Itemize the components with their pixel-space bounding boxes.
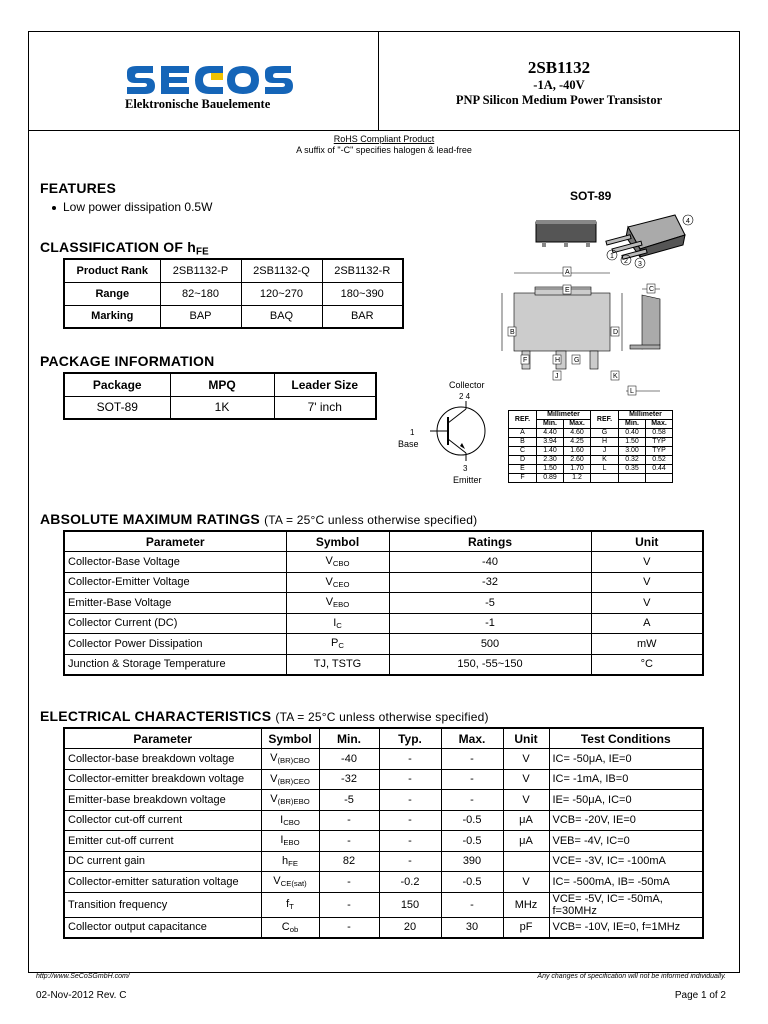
table-cell: -	[319, 810, 379, 831]
table-cell: 0.52	[646, 456, 673, 465]
table-cell: Junction & Storage Temperature	[64, 654, 286, 675]
column-header: Parameter	[64, 728, 261, 749]
column-header: Min.	[537, 420, 564, 429]
table-cell: BAR	[322, 305, 403, 328]
table-row	[64, 593, 703, 614]
table-cell: 180~390	[322, 282, 403, 305]
header	[29, 32, 739, 131]
table-cell: -	[441, 749, 503, 770]
table-cell: Collector-emitter saturation voltage	[64, 872, 261, 893]
table-cell: 82~180	[160, 282, 241, 305]
base-label: Base	[398, 439, 419, 449]
emitter-pin-label: 3	[463, 464, 468, 473]
package-3d-view	[606, 215, 693, 268]
table-cell: 1.60	[564, 447, 591, 456]
part-title-block	[379, 58, 739, 108]
table-cell: SOT-89	[64, 396, 170, 419]
svg-text:B: B	[510, 329, 515, 336]
table-cell: -	[441, 892, 503, 917]
column-header: Millimeter	[537, 411, 591, 420]
column-header: Max.	[564, 420, 591, 429]
symbol-cell: $V_{CE(sat)}$	[261, 872, 319, 893]
table-cell: Collector-emitter breakdown voltage	[64, 769, 261, 790]
pin-label: 4	[686, 218, 690, 225]
table-cell: V	[503, 790, 549, 811]
table-cell: -5	[389, 593, 591, 614]
table-cell: 0.35	[619, 465, 646, 474]
table-cell: 2SB1132-P	[160, 259, 241, 282]
table-cell: 4.25	[564, 438, 591, 447]
package-profile-view	[626, 289, 660, 391]
table-cell: BAP	[160, 305, 241, 328]
table-cell: V	[503, 769, 549, 790]
table-cell: 390	[441, 851, 503, 872]
table-cell: V	[503, 749, 549, 770]
table-cell: IC= -1mA, IB=0	[549, 769, 703, 790]
svg-text:K: K	[613, 373, 618, 380]
package-drawing-title: SOT-89	[570, 189, 612, 203]
table-cell: IC= -500mA, IB= -50mA	[549, 872, 703, 893]
table-cell: 2.60	[564, 456, 591, 465]
table-cell: 500	[389, 634, 591, 655]
table-row	[64, 851, 703, 872]
table-cell: A	[509, 429, 537, 438]
table-cell: -	[441, 790, 503, 811]
table-row	[64, 769, 703, 790]
table-cell: 0.44	[646, 465, 673, 474]
emitter-label: Emitter	[453, 475, 482, 485]
classification-heading: CLASSIFICATION OF $h_{FE}$	[40, 239, 209, 258]
table-row	[64, 831, 703, 852]
table-row	[64, 373, 376, 396]
table-cell: -	[319, 917, 379, 938]
table-cell: B	[509, 438, 537, 447]
table-cell: BAQ	[241, 305, 322, 328]
table-cell: 7' inch	[274, 396, 376, 419]
symbol-cell: $I_C$	[286, 613, 389, 634]
table-cell: °C	[591, 654, 703, 675]
table-row	[64, 654, 703, 675]
svg-text:H: H	[555, 357, 561, 364]
table-cell: 1.50	[537, 465, 564, 474]
rohs-line-2: A suffix of "-C" specifies halogen & lead-free	[296, 145, 472, 155]
abs-max-heading: ABSOLUTE MAXIMUM RATINGS (TA = 25°C unless otherwise specified)	[40, 511, 478, 527]
table-cell: 0.89	[537, 474, 564, 483]
table-cell: 2SB1132-Q	[241, 259, 322, 282]
table-row	[64, 613, 703, 634]
symbol-cell: $V_{CBO}$	[286, 552, 389, 573]
table-row	[64, 749, 703, 770]
symbol-cell: $h_{FE}$	[261, 851, 319, 872]
svg-text:A: A	[565, 269, 570, 276]
rohs-line-1: RoHS Compliant Product	[333, 134, 435, 144]
table-cell: -5	[319, 790, 379, 811]
table-cell: 20	[379, 917, 441, 938]
column-header: Unit	[591, 531, 703, 552]
table-row	[509, 438, 673, 447]
table-row	[509, 447, 673, 456]
table-cell: -	[379, 851, 441, 872]
table-cell: 4.60	[564, 429, 591, 438]
table-cell: IC= -50μA, IE=0	[549, 749, 703, 770]
column-header: Typ.	[379, 728, 441, 749]
table-cell	[591, 474, 619, 483]
table-cell: V	[503, 872, 549, 893]
table-cell: 150, -55~150	[389, 654, 591, 675]
symbol-cell: $C_{ob}$	[261, 917, 319, 938]
footer-url[interactable]: http://www.SeCoSGmbH.com/	[36, 973, 130, 980]
table-cell: H	[591, 438, 619, 447]
symbol-cell: $V_{(BR)CBO}$	[261, 749, 319, 770]
table-cell: J	[591, 447, 619, 456]
table-cell: V	[591, 593, 703, 614]
table-row	[64, 917, 703, 938]
table-cell: K	[591, 456, 619, 465]
pin-label: 2	[624, 258, 628, 265]
column-header: Symbol	[261, 728, 319, 749]
svg-text:G: G	[574, 357, 580, 364]
table-cell	[619, 474, 646, 483]
symbol-cell: $I_{CBO}$	[261, 810, 319, 831]
column-header: Max.	[646, 420, 673, 429]
table-row	[64, 259, 403, 282]
bullet-icon	[52, 206, 56, 210]
table-cell: 1.50	[619, 438, 646, 447]
part-number: 2SB1132	[527, 58, 591, 77]
table-cell: 0.32	[619, 456, 646, 465]
table-cell: A	[591, 613, 703, 634]
table-cell: TYP	[646, 438, 673, 447]
column-header: MPQ	[170, 373, 274, 396]
table-cell: L	[591, 465, 619, 474]
table-cell: -	[379, 810, 441, 831]
part-rating: -1A, -40V	[533, 78, 585, 92]
table-cell: 3.94	[537, 438, 564, 447]
table-cell: VCE= -5V, IC= -50mA, f=30MHz	[549, 892, 703, 917]
row-label: Product Rank	[64, 259, 160, 282]
table-cell: Emitter-Base Voltage	[64, 593, 286, 614]
base-pin-label: 1	[410, 428, 415, 437]
table-row	[64, 872, 703, 893]
pin-label: 1	[610, 253, 614, 260]
table-cell: V	[591, 552, 703, 573]
column-header: Min.	[619, 420, 646, 429]
table-cell: 1K	[170, 396, 274, 419]
table-cell: -	[379, 790, 441, 811]
table-cell: Collector cut-off current	[64, 810, 261, 831]
table-cell: DC current gain	[64, 851, 261, 872]
table-cell: IE= -50μA, IC=0	[549, 790, 703, 811]
table-cell: -	[319, 892, 379, 917]
column-header: REF.	[591, 411, 619, 429]
table-cell: μA	[503, 831, 549, 852]
table-cell: -40	[319, 749, 379, 770]
feature-item	[52, 200, 212, 214]
svg-text:F: F	[523, 357, 528, 364]
symbol-cell: $V_{(BR)CEO}$	[261, 769, 319, 790]
row-label: Marking	[64, 305, 160, 328]
table-cell: -	[379, 749, 441, 770]
table-cell: C	[509, 447, 537, 456]
column-header: Min.	[319, 728, 379, 749]
svg-text:C: C	[649, 286, 655, 293]
package-info-heading: PACKAGE INFORMATION	[40, 353, 215, 369]
symbol-cell: $I_{EBO}$	[261, 831, 319, 852]
table-cell: -0.5	[441, 810, 503, 831]
column-header: Unit	[503, 728, 549, 749]
abs-max-condition: (TA = 25°C unless otherwise specified)	[264, 513, 478, 527]
electrical-condition: (TA = 25°C unless otherwise specified)	[275, 710, 489, 724]
feature-text: Low power dissipation 0.5W	[63, 200, 213, 214]
table-cell: -	[441, 769, 503, 790]
table-row	[64, 810, 703, 831]
table-row	[64, 572, 703, 593]
table-cell: Emitter cut-off current	[64, 831, 261, 852]
column-header: Leader Size	[274, 373, 376, 396]
table-cell: MHz	[503, 892, 549, 917]
table-cell: mW	[591, 634, 703, 655]
table-row	[509, 411, 673, 420]
table-cell: -0.2	[379, 872, 441, 893]
table-cell: 30	[441, 917, 503, 938]
table-cell: -	[379, 769, 441, 790]
table-cell: 150	[379, 892, 441, 917]
table-cell: 1.70	[564, 465, 591, 474]
table-cell: 2SB1132-R	[322, 259, 403, 282]
column-header: REF.	[509, 411, 537, 429]
table-cell: Transition frequency	[64, 892, 261, 917]
table-cell: 4.40	[537, 429, 564, 438]
table-cell: 0.58	[646, 429, 673, 438]
table-cell: 82	[319, 851, 379, 872]
column-header: Package	[64, 373, 170, 396]
table-cell: G	[591, 429, 619, 438]
collector-label: Collector	[449, 380, 485, 390]
symbol-cell: $V_{EBO}$	[286, 593, 389, 614]
table-cell: μA	[503, 810, 549, 831]
pin-label: 3	[638, 261, 642, 268]
table-cell: -	[319, 831, 379, 852]
footer-date: 02-Nov-2012 Rev. C	[36, 990, 127, 1001]
table-row	[64, 552, 703, 573]
table-row	[64, 282, 403, 305]
column-header: Test Conditions	[549, 728, 703, 749]
column-header: Parameter	[64, 531, 286, 552]
table-cell: Collector-Base Voltage	[64, 552, 286, 573]
table-cell: Collector-Emitter Voltage	[64, 572, 286, 593]
table-cell: 1.2	[564, 474, 591, 483]
table-cell: Collector output capacitance	[64, 917, 261, 938]
table-cell: -1	[389, 613, 591, 634]
table-row	[64, 634, 703, 655]
collector-pin-label: 2 4	[459, 392, 471, 401]
table-cell: 3.00	[619, 447, 646, 456]
table-cell: VEB= -4V, IC=0	[549, 831, 703, 852]
table-cell	[646, 474, 673, 483]
table-cell	[503, 851, 549, 872]
features-heading: FEATURES	[40, 180, 117, 196]
table-cell: -40	[389, 552, 591, 573]
table-cell: V	[591, 572, 703, 593]
electrical-table	[63, 727, 704, 939]
table-cell: VCB= -10V, IE=0, f=1MHz	[549, 917, 703, 938]
part-description: PNP Silicon Medium Power Transistor	[455, 93, 663, 107]
column-header: Millimeter	[619, 411, 673, 420]
table-cell: Collector Current (DC)	[64, 613, 286, 634]
classification-table	[63, 258, 404, 329]
column-header: Max.	[441, 728, 503, 749]
table-row	[509, 474, 673, 483]
svg-text:J: J	[555, 373, 559, 380]
svg-text:L: L	[630, 388, 634, 395]
package-top-view	[502, 273, 622, 369]
table-row	[64, 531, 703, 552]
table-cell: 120~270	[241, 282, 322, 305]
table-row	[64, 892, 703, 917]
footer-page: Page 1 of 2	[674, 990, 726, 1001]
table-cell: 1.40	[537, 447, 564, 456]
symbol-cell: TJ, TSTG	[286, 654, 389, 675]
table-row	[64, 790, 703, 811]
table-cell: -32	[319, 769, 379, 790]
abs-max-table	[63, 530, 704, 676]
table-cell: TYP	[646, 447, 673, 456]
column-header: Symbol	[286, 531, 389, 552]
table-row	[64, 305, 403, 328]
column-header: Ratings	[389, 531, 591, 552]
logo-subtitle: Elektronische Bauelemente	[125, 97, 271, 111]
table-cell: -0.5	[441, 872, 503, 893]
table-cell: Collector-base breakdown voltage	[64, 749, 261, 770]
table-row	[64, 728, 703, 749]
dimension-table	[508, 410, 673, 483]
package-side-view	[536, 220, 596, 247]
table-cell: 0.40	[619, 429, 646, 438]
table-row	[509, 456, 673, 465]
footer-note: Any changes of specification will not be informed individually.	[537, 973, 726, 980]
table-cell: 2.30	[537, 456, 564, 465]
table-cell: D	[509, 456, 537, 465]
table-row	[509, 429, 673, 438]
table-cell: -	[319, 872, 379, 893]
symbol-cell: $P_C$	[286, 634, 389, 655]
table-cell: E	[509, 465, 537, 474]
transistor-schematic	[398, 380, 485, 485]
table-cell: VCE= -3V, IC= -100mA	[549, 851, 703, 872]
electrical-heading: ELECTRICAL CHARACTERISTICS (TA = 25°C unless otherwise specified)	[40, 708, 489, 724]
table-cell: -0.5	[441, 831, 503, 852]
table-row	[64, 396, 376, 419]
table-cell: VCB= -20V, IE=0	[549, 810, 703, 831]
svg-text:D: D	[613, 329, 619, 336]
table-cell: -32	[389, 572, 591, 593]
table-cell: Emitter-base breakdown voltage	[64, 790, 261, 811]
table-cell: F	[509, 474, 537, 483]
symbol-cell: $f_T$	[261, 892, 319, 917]
table-cell: pF	[503, 917, 549, 938]
table-cell: Collector Power Dissipation	[64, 634, 286, 655]
row-label: Range	[64, 282, 160, 305]
svg-text:E: E	[565, 287, 570, 294]
symbol-cell: $V_{CEO}$	[286, 572, 389, 593]
table-row	[509, 465, 673, 474]
package-table	[63, 372, 377, 420]
table-cell: -	[379, 831, 441, 852]
symbol-cell: $V_{(BR)EBO}$	[261, 790, 319, 811]
